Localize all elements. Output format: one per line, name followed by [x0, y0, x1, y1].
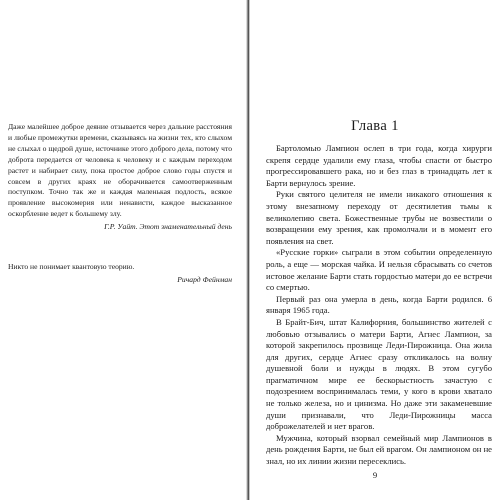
paragraph: Бартоломью Лампион ослеп в три года, когда хирурги скрепя сердце удалили ему глаза, чтобы спасти от быстро прогрессировавшего рака, но и без глаз в тринадцать лет к Барти вернулось зрение. [266, 143, 492, 188]
epigraph-feynman-text: Никто не понимает квантовую теорию. [8, 262, 135, 271]
paragraph: Руки святого целителя не имели никакого отношения к этому внезапному переходу от десятилетия тьмы к великолепию света. Божественные трубы не возвестили о возвращении ему зрения, как промолчали и в момент его появления на свет. [266, 189, 492, 246]
paragraph: Мужчина, который взорвал семейный мир Лампионов в день рождения Барти, не был ей врагом. Он лампионом он не знал, но их линии жизни пересеклись. [266, 432, 492, 467]
paragraph: Первый раз она умерла в день, когда Барти родился. 6 января 1965 года. [266, 293, 492, 316]
right-page [250, 0, 500, 500]
epigraph-feynman [8, 262, 232, 286]
page-number: 9 [372, 470, 378, 480]
paragraph: «Русские горки» сыграли в этом событии определенную роль, а еще — морская чайка. И нельзя сбрасывать со счетов истовое желание Барти стать гордостью матери до ее встречи со смертью. [266, 247, 492, 293]
left-page [0, 0, 246, 500]
epigraph-white-attribution: Г.Р. Уайт. Этот знаменательный день [104, 222, 232, 232]
chapter-body [266, 143, 492, 468]
epigraph-white-text: Даже малейшее доброе деяние отзывается через дальние расстояния и любые промежутки времени, сказываясь на жизни тех, кто слыхом не слыхал о щедрой душе, источнике этого доброго дела, потому что доброта передается от человека к человеку и с каждым переходом растет и набирает силу, пока простое доброе слово годы спустя и совсем в других краях не оборачивается самоотверженным поступком. Точно так же и каждая маленькая подлость, всякое проявление высокомерия или ненависти, каждое высказанное оскорбление ведет к большему злу. [8, 122, 232, 219]
epigraph-feynman-attribution: Ричард Фейнман [177, 274, 232, 284]
paragraph: В Брайт-Бич, штат Калифорния, большинство жителей с любовью отзывались о матери Барти, Агнес Лампион, за которой закрепилось прозвище Леди-Пирожница. Она жила для других, сердце Агнес сразу откликалось на волну душевной боли и нужды в людях. В этом сугубо прагматичном мире ее бескорыстность зачастую с подозрением воспринималась теми, у кого в крови хватало не только железа, но и цинизма. Но даже эти закаменевшие души признавали, что Леди-Пирожницы масса доброжелателей и нет врагов. [266, 316, 492, 432]
chapter-title: Глава 1 [351, 118, 399, 134]
epigraph-white [8, 122, 232, 233]
